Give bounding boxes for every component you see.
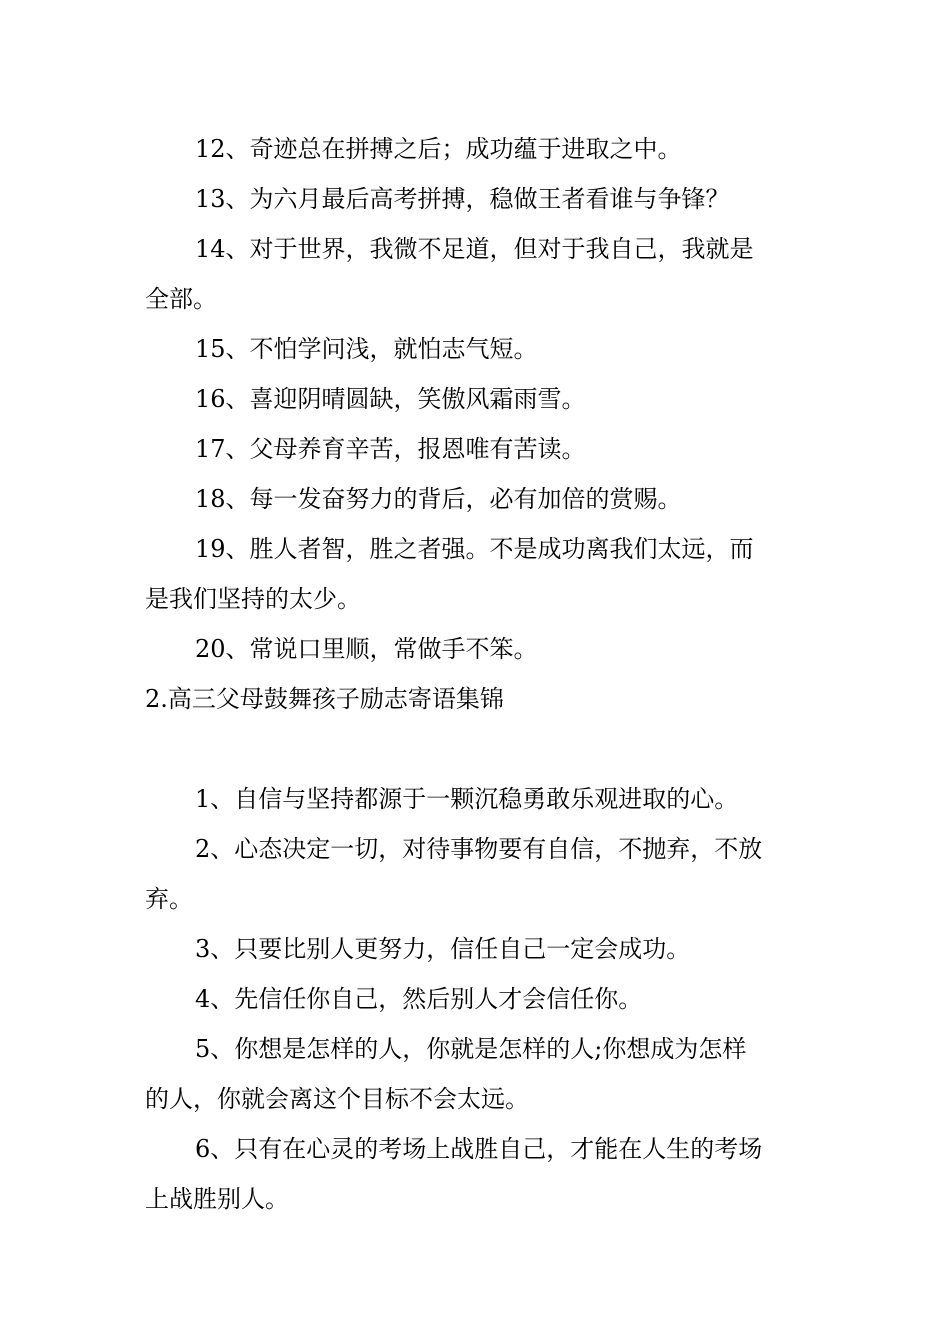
text-line: 14、对于世界，我微不足道，但对于我自己，我就是 [195,235,754,263]
text-line: 2、心态决定一切，对待事物要有自信，不抛弃，不放 [195,835,763,863]
text-line: 6、只有在心灵的考场上战胜自己，才能在人生的考场 [195,1135,763,1163]
text-line: 20、常说口里顺，常做手不笨。 [195,635,538,663]
text-line: 16、喜迎阴晴圆缺，笑傲风霜雨雪。 [195,385,586,413]
text-line: 的人，你就会离这个目标不会太远。 [145,1085,529,1113]
text-line: 19、胜人者智，胜之者强。不是成功离我们太远，而 [195,535,754,563]
text-line: 是我们坚持的太少。 [145,585,361,613]
text-line: 1、自信与坚持都源于一颗沉稳勇敢乐观进取的心。 [195,785,739,813]
text-line: 17、父母养育辛苦，报恩唯有苦读。 [195,435,586,463]
text-line: 上战胜别人。 [145,1185,289,1213]
text-line: 弃。 [145,885,193,913]
text-line: 4、先信任你自己，然后别人才会信任你。 [195,985,643,1013]
text-line: 18、每一发奋努力的背后，必有加倍的赏赐。 [195,485,682,513]
text-line: 5、你想是怎样的人，你就是怎样的人;你想成为怎样 [195,1035,747,1063]
text-line: 12、奇迹总在拼搏之后；成功蕴于进取之中。 [195,135,682,163]
text-line: 3、只要比别人更努力，信任自己一定会成功。 [195,935,691,963]
text-line: 全部。 [145,285,217,313]
text-line: 13、为六月最后高考拼搏，稳做王者看谁与争锋？ [195,185,730,213]
text-line: 15、不怕学问浅，就怕志气短。 [195,335,538,363]
section-heading: 2.高三父母鼓舞孩子励志寄语集锦 [145,685,504,713]
